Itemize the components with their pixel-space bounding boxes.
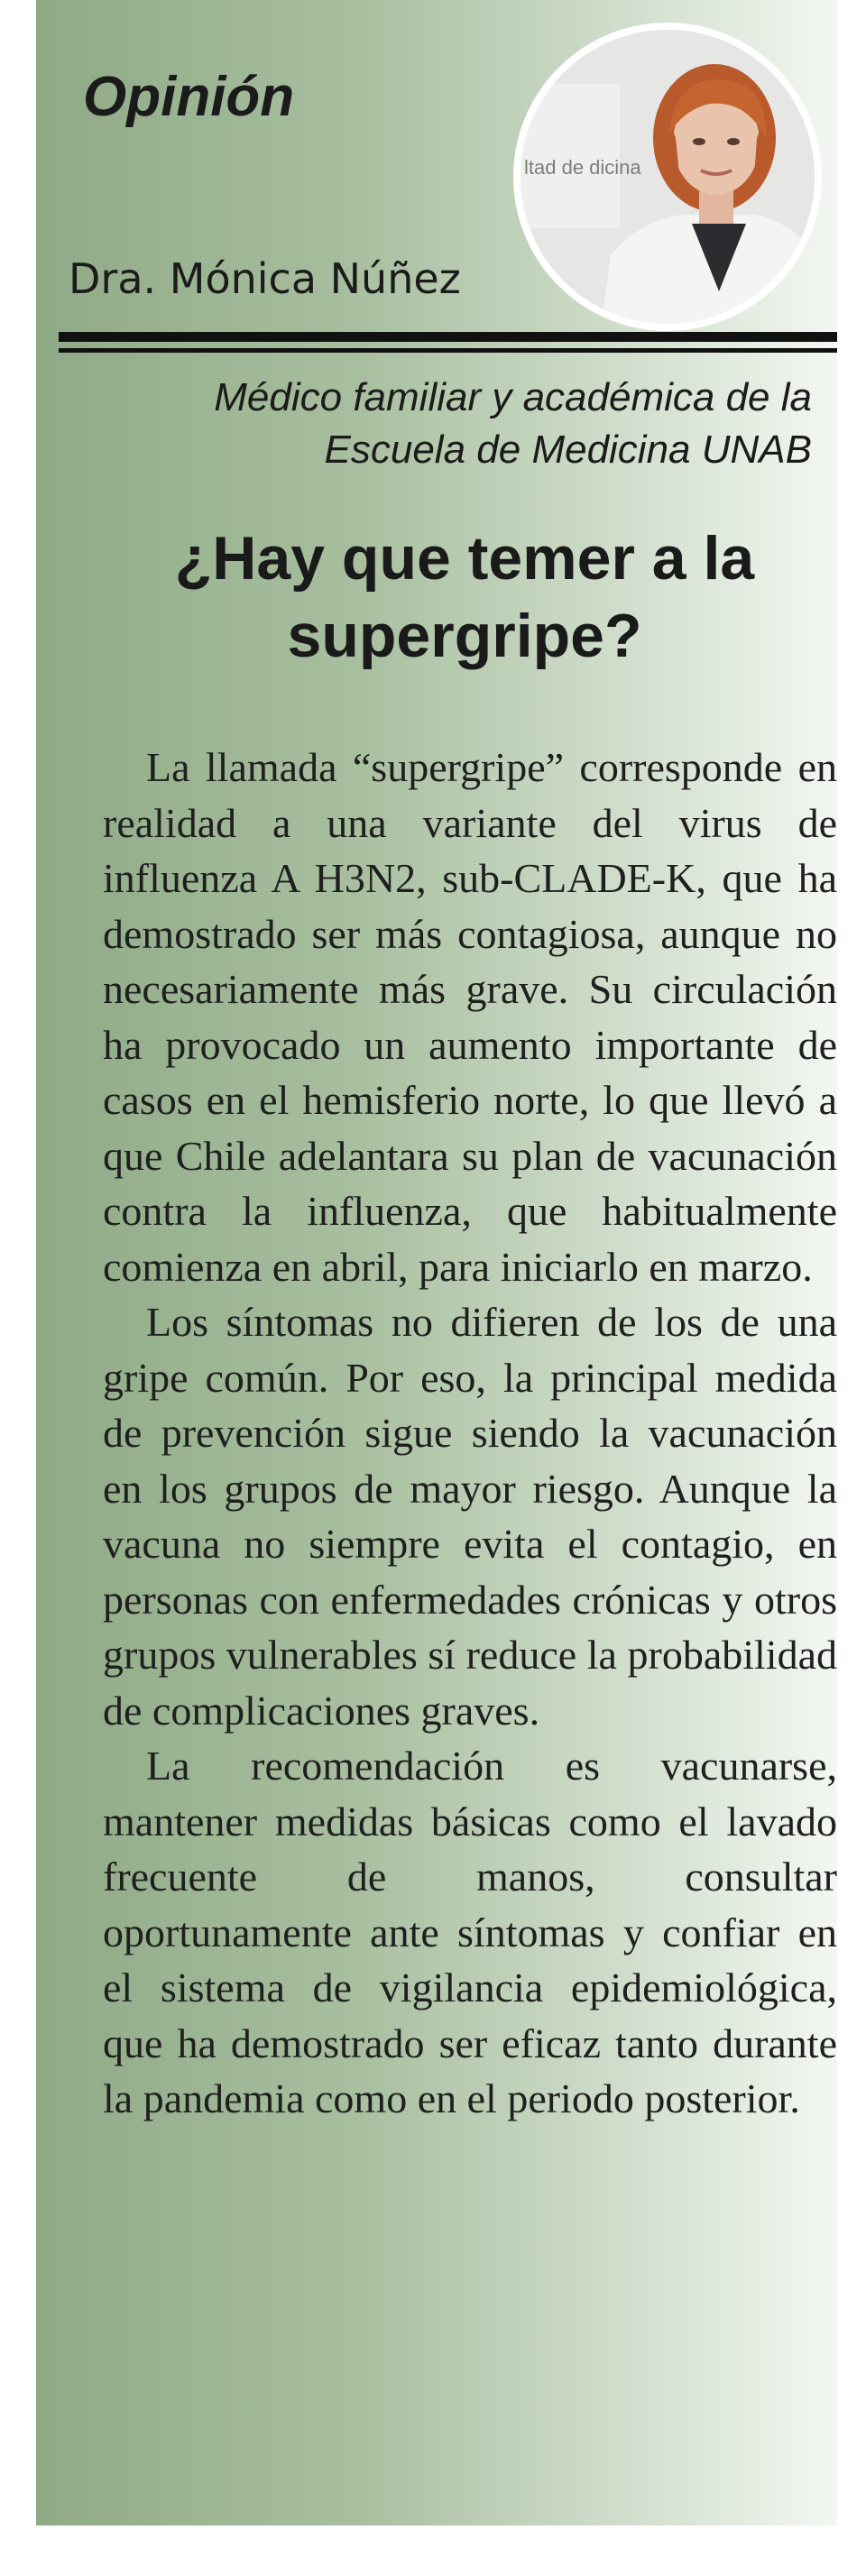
article-paragraph: La llamada “supergripe” corresponde en realidad a una variante del virus de influenza A H3N2, sub-CLADE-K, que ha demostrado ser más contagiosa, aunque no necesariamente más grave. Su circulación ha provocado un aumento importante de casos en el hemisferio norte, lo que llevó a que Chile adelantara su plan de vacunación contra la influenza, que habitualmente comienza en abril, para iniciarlo en marzo. [103, 744, 837, 1290]
background-sign-line: ltad de dicina [524, 156, 641, 179]
header-rule-thick [59, 332, 837, 342]
header-rule-thin [59, 348, 837, 353]
author-portrait [513, 23, 822, 331]
article-paragraph: Los síntomas no difieren de los de una gripe común. Por eso, la principal medida de prevención sigue siendo la vacunación en los grupos de mayor riesgo. Aunque la vacuna no siempre evita el contagio, en personas con enfermedades crónicas y otros grupos vulnerables sí reduce la probabilidad de complicaciones graves. [103, 1299, 837, 1734]
article-paragraph: La recomendación es vacunarse, mantener medidas básicas como el lavado frecuente de manos, consultar oportunamente ante síntomas y confiar en el sistema de vigilancia epidemiológica, que ha demostrado ser eficaz tanto durante la pandemia como en el periodo posterior. [103, 1743, 837, 2121]
article-panel [36, 0, 837, 2525]
article-title: ¿Hay que temer a la supergripe? [174, 524, 755, 670]
author-credentials: Médico familiar y académica de la Escuela de Medicina UNAB [214, 375, 812, 472]
author-portrait-photo [521, 30, 815, 324]
background-sign-text [524, 156, 641, 179]
author-name: Dra. Mónica Núñez [69, 254, 461, 303]
article-body [103, 740, 837, 2127]
section-label: Opinión [83, 66, 295, 128]
